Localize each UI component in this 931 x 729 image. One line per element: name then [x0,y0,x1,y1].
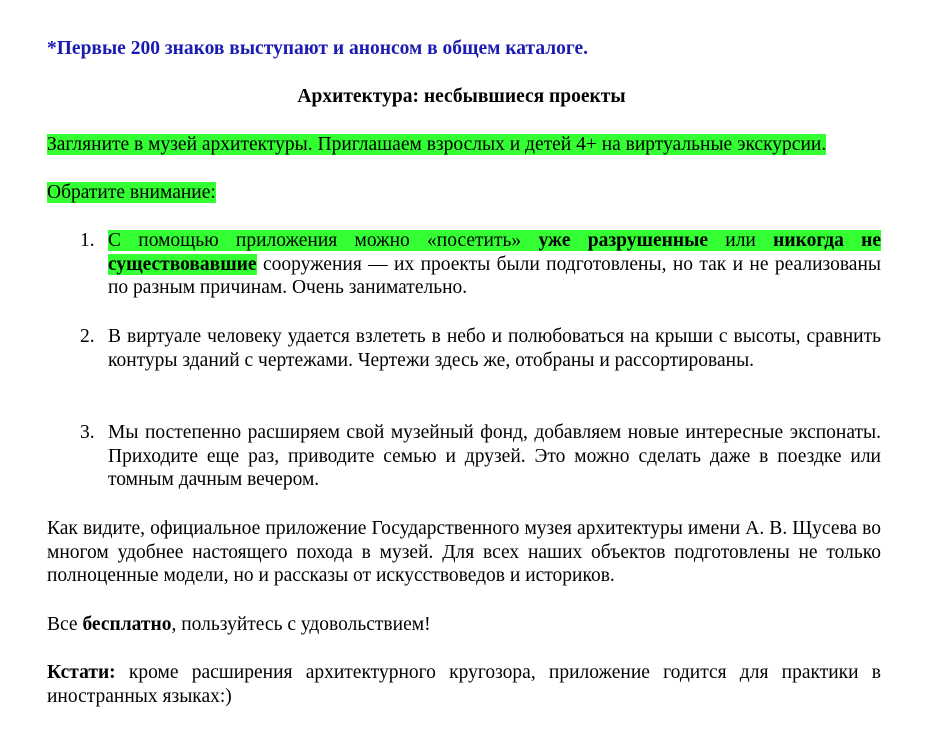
list-item-number-3: 3. [80,422,95,443]
list-item-1-text-c: сооружения — их проекты были подготовлены, но так и не реализованы по разным причинам. Очень занимательно. [108,253,881,298]
list-item-1-bold-b: никогда не существовавшие [108,230,881,275]
list-item-1 [108,229,881,300]
attention-heading [47,181,216,205]
list-item-number-1: 1. [80,230,95,251]
list-item-3: Мы постепенно расширяем свой музейный фонд, добавляем новые интересные экспонаты. Приходите еще раз, приводите семью и друзей. Это можно сделать даже в поездке или томным дачным вечером. [108,422,881,490]
list-item-number-2: 2. [80,326,95,347]
catalog-note: *Первые 200 знаков выступают и анонсом в общем каталоге. [47,38,589,59]
free-usage-suffix: , пользуйтесь с удовольствием! [171,614,431,635]
free-usage-bold: бесплатно [82,614,172,635]
bytheway-label: Кстати: [47,662,116,683]
bytheway-paragraph [47,661,881,708]
free-usage-prefix: Все [47,614,83,635]
list-item-2: В виртуале человеку удается взлететь в небо и полюбоваться на крыши с высоты, сравнить контуры зданий с чертежами. Чертежи здесь же, отобраны и рассортированы. [108,326,881,371]
document-title: Архитектура: несбывшиеся проекты [297,86,626,107]
intro-paragraph [47,133,826,157]
list-item-1-text-a: С помощью приложения можно «посетить» [108,230,539,251]
free-usage-line [47,613,431,637]
intro-highlight: Загляните в музей архитектуры. Приглашаем взрослых и детей 4+ на виртуальные экскурсии. [47,134,827,155]
bytheway-text: кроме расширения архитектурного кругозора, приложение годится для практики в иностранных языках:) [47,662,881,707]
attention-highlight: Обратите внимание: [47,182,216,203]
summary-paragraph: Как видите, официальное приложение Государственного музея архитектуры имени А. В. Щусева во многом удобнее настоящего похода в музей. Для всех наших объектов подготовлены не только полноценные модели, но и рассказы от искусствоведов и историков. [47,518,881,586]
list-item-1-bold-a: уже разрушенные [538,230,708,251]
list-item-1-text-b: или [707,230,774,251]
